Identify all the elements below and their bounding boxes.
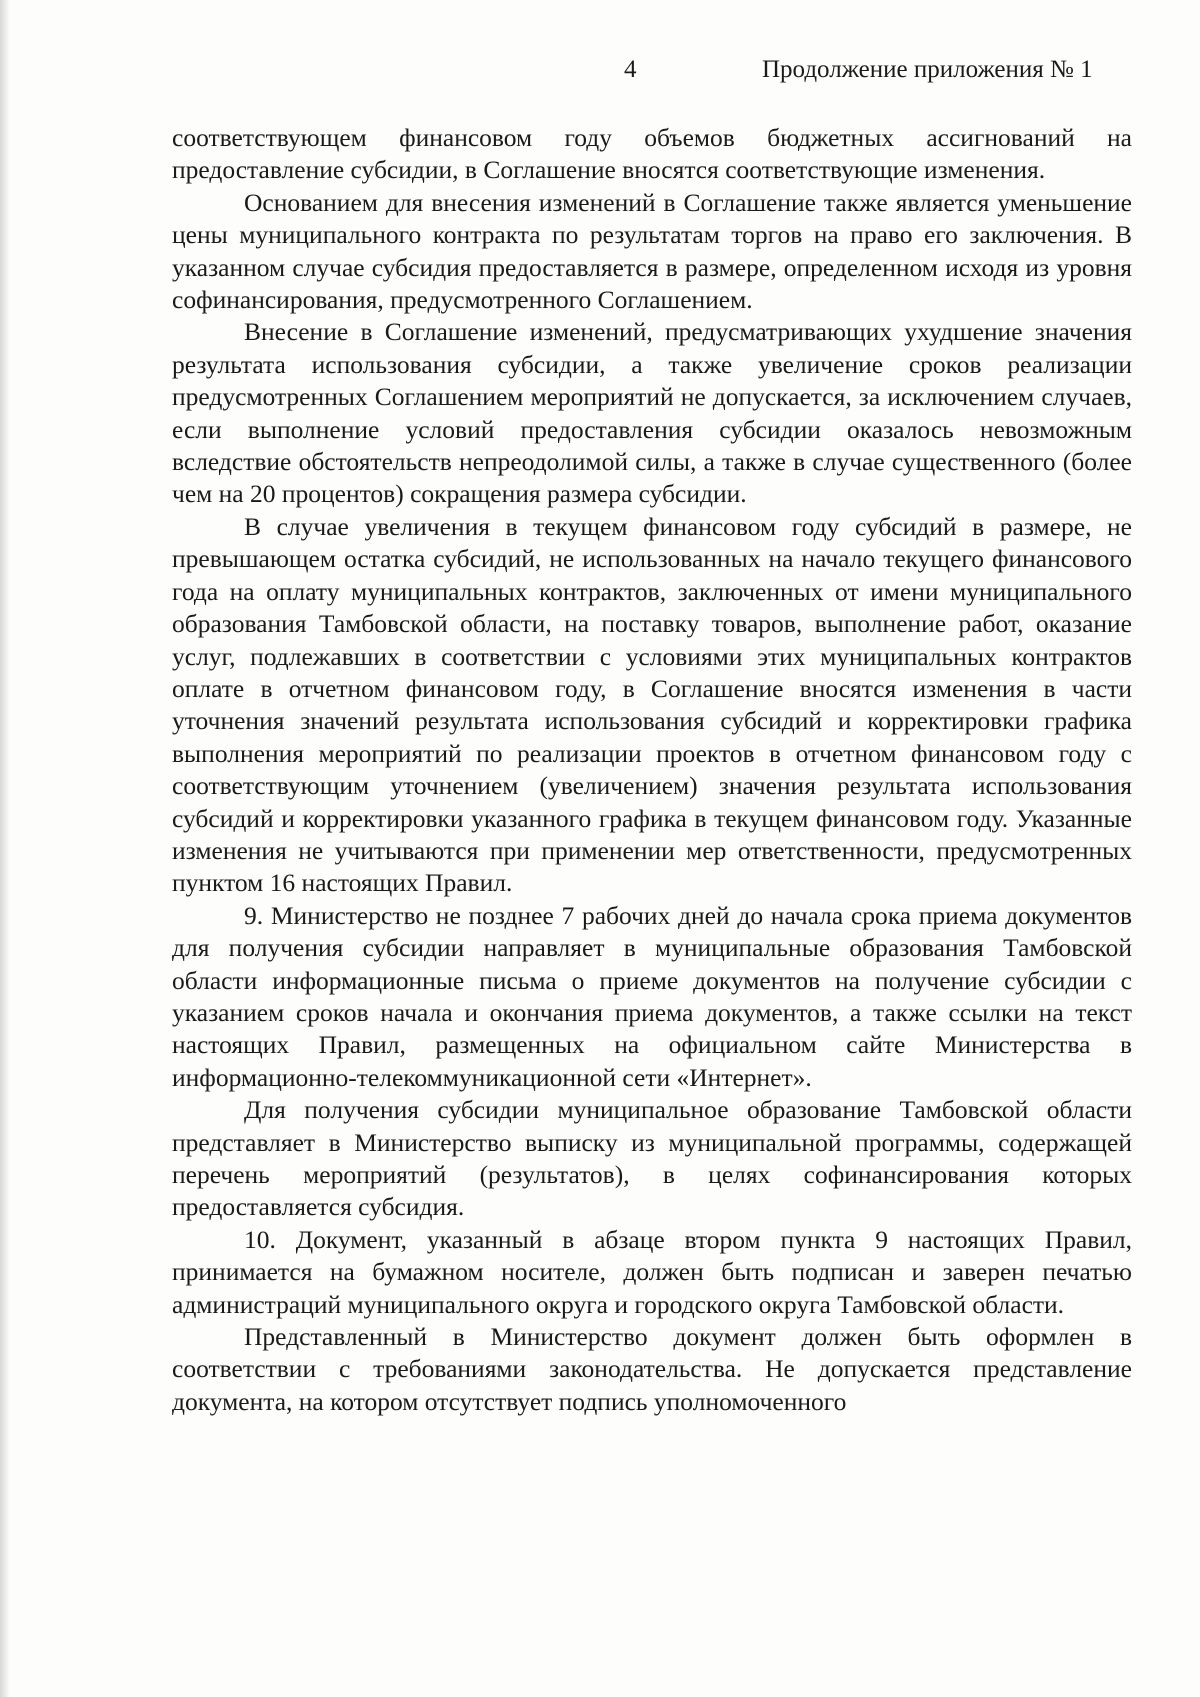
paragraph-item-9: 9. Министерство не позднее 7 рабочих дней до начала срока приема документов для получения субсидии направляет в муниципальные образования Тамбовской области информационные письма о приеме документов на получение субсидии с указанием сроков начала и окончания приема документов, а также ссылки на текст настоящих Правил, размещенных на официальном сайте Министерства в информационно-телекоммуникационной сети «Интернет». — [172, 900, 1132, 1092]
paragraph: Представленный в Министерство документ должен быть оформлен в соответствии с требованиями законодательства. Не допускается представление документа, на котором отсутствует подпись уполномоченного — [172, 1322, 1132, 1416]
paragraph: В случае увеличения в текущем финансовом году субсидий в размере, не превышающем остатка субсидий, не использованных на начало текущего финансового года на оплату муниципальных контрактов, заключенных от имени муниципального образования Тамбовской области, на поставку товаров, выполнение работ, оказание услуг, подлежавших в соответствии с условиями этих муниципальных контрактов оплате в отчетном финансовом году, в Соглашение вносятся изменения в части уточнения значений результата использования субсидий и корректировки графика выполнения мероприятий по реализации проектов в отчетном финансовом году с соответствующим уточнением (увеличением) значения результата использования субсидий и корректировки указанного графика в текущем финансовом году. Указанные изменения не учитываются при применении мер ответственности, предусмотренных пунктом 16 настоящих Правил. — [172, 511, 1132, 898]
scan-edge — [0, 0, 10, 1697]
appendix-continuation-label: Продолжение приложения № 1 — [762, 56, 1093, 83]
paragraph: Для получения субсидии муниципальное образование Тамбовской области представляет в Министерство выписку из муниципальной программы, содержащей перечень мероприятий (результатов), в целях софинансирования которых предоставляется субсидия. — [172, 1095, 1132, 1222]
paragraph: Внесение в Соглашение изменений, предусматривающих ухудшение значения результата использования субсидии, а также увеличение сроков реализации предусмотренных Соглашением мероприятий не допускается, за исключением случаев, если выполнение условий предоставления субсидии оказалось невозможным вследствие обстоятельств непреодолимой силы, а также в случае существенного (более чем на 20 процентов) сокращения размера субсидии. — [172, 317, 1132, 509]
page-number: 4 — [624, 56, 637, 83]
page-header — [0, 56, 1200, 96]
document-body — [172, 122, 1132, 1418]
paragraph-item-10: 10. Документ, указанный в абзаце втором пункта 9 настоящих Правил, принимается на бумажном носителе, должен быть подписан и заверен печатью администраций муниципального округа и городского округа Тамбовской области. — [172, 1224, 1132, 1319]
paragraph: соответствующем финансовом году объемов бюджетных ассигнований на предоставление субсидии, в Соглашение вносятся соответствующие изменения. — [172, 123, 1132, 185]
paragraph: Основанием для внесения изменений в Соглашение также является уменьшение цены муниципального контракта по результатам торгов на право его заключения. В указанном случае субсидия предоставляется в размере, определенном исходя из уровня софинансирования, предусмотренного Соглашением. — [172, 187, 1132, 315]
